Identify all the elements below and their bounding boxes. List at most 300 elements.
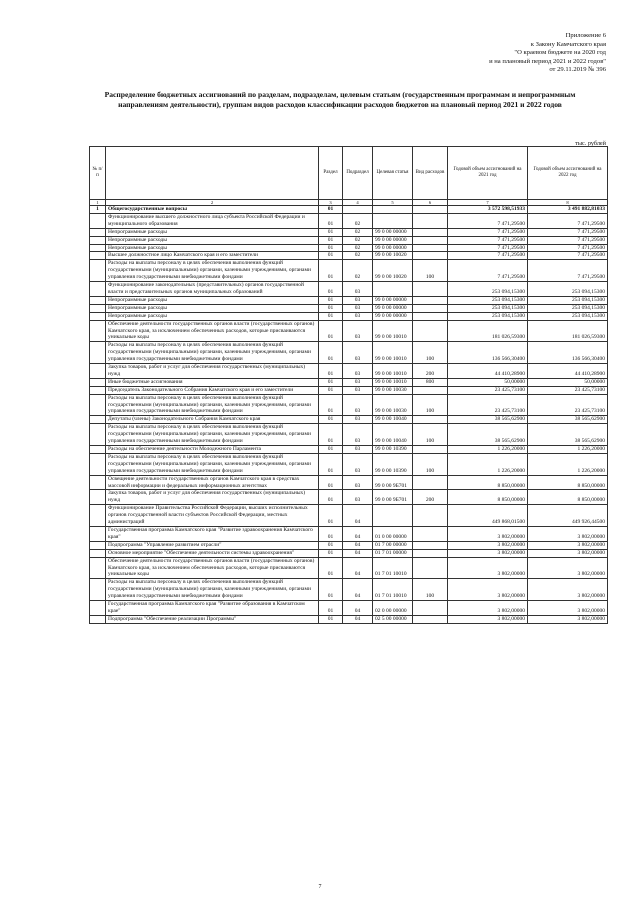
row-razdel: 01 [319,505,343,527]
row-target-article: 99 0 00 00000 [373,304,413,312]
row-name: Основное мероприятие "Обеспечение деятельности системы здравоохранения" [106,549,319,557]
row-name: Освещение деятельности государственных органов Камчатского края в средствах массовой информации и федеральных информационных агентствах [106,475,319,490]
row-razdel: 01 [319,244,343,252]
header-amount-2021: Годовой объем ассигнований на 2021 год [448,147,528,200]
column-number: 2 [106,200,319,206]
row-target-article: 01 7 01 10010 [373,579,413,601]
table-row [90,213,608,228]
row-target-article: 99 0 00 10010 [373,378,413,386]
row-expense-type [413,505,448,527]
row-name: Обеспечение деятельности государственных органов власти (государственных органов) Камчатского края, за исключением обеспеченных расходов, которые присваиваются уникальные коды [106,320,319,342]
row-podrazdel: 03 [343,490,373,505]
row-razdel: 01 [319,549,343,557]
table-row [90,505,608,527]
row-name: Подпрограмма "Управление развитием отрасли" [106,541,319,549]
row-razdel: 01 [319,236,343,244]
row-expense-type: 100 [413,424,448,446]
row-name: Расходы на выплаты персоналу в целях обеспечения выполнения функций государственными (муниципальными) органами, казенными учреждениями, органами управления государственными внебюджетными фондами [106,424,319,446]
header-expense-type: Вид расходов [413,147,448,200]
row-target-article [373,282,413,297]
table-row [90,446,608,454]
row-number [90,490,106,505]
row-target-article: 99 0 00 00000 [373,236,413,244]
row-amount-2022: 8 850,00000 [528,490,608,505]
header-amount-2022: Годовой объем ассигнований на 2022 год [528,147,608,200]
row-amount-2022: 3 802,00000 [528,557,608,579]
row-number [90,424,106,446]
row-amount-2022: 23 425,73100 [528,386,608,394]
row-expense-type [413,386,448,394]
table-row [90,252,608,260]
row-amount-2021: 23 425,73100 [448,386,528,394]
row-name: Непрограммные расходы [106,228,319,236]
row-razdel: 01 [319,557,343,579]
row-number [90,453,106,475]
table-row [90,394,608,416]
row-expense-type [413,296,448,304]
row-amount-2022: 3 802,00000 [528,541,608,549]
units-label: тыс. рублей [575,140,606,147]
row-expense-type [413,228,448,236]
row-amount-2021: 181 026,59300 [448,320,528,342]
appendix-line: Приложение 6 [565,32,606,39]
row-number [90,505,106,527]
row-number [90,601,106,616]
row-podrazdel: 04 [343,505,373,527]
row-number [90,282,106,297]
row-number [90,386,106,394]
row-amount-2022: 7 471,29500 [528,236,608,244]
row-expense-type [413,416,448,424]
row-name: Председатель Законодательного Собрания Камчатского края и его заместители [106,386,319,394]
row-amount-2021: 7 471,29500 [448,236,528,244]
row-number [90,228,106,236]
row-amount-2022: 181 026,59300 [528,320,608,342]
row-podrazdel: 03 [343,364,373,379]
row-amount-2022: 50,00000 [528,378,608,386]
row-razdel: 01 [319,296,343,304]
row-amount-2021: 253 094,15300 [448,312,528,320]
column-number: 8 [528,200,608,206]
row-target-article [373,213,413,228]
row-name: Функционирование Правительства Российской Федерации, высших исполнительных органов государственной власти субъектов Российской Федерации, местных администраций [106,505,319,527]
row-amount-2022: 7 471,29500 [528,252,608,260]
table-row [90,490,608,505]
row-name: Функционирование законодательных (представительных) органов государственной власти и представительных органов муниципальных образований [106,282,319,297]
table-row [90,304,608,312]
row-podrazdel: 02 [343,252,373,260]
row-razdel: 01 [319,446,343,454]
row-amount-2022: 1 226,20000 [528,446,608,454]
row-amount-2021: 253 094,15300 [448,304,528,312]
row-name: Иные бюджетные ассигнования [106,378,319,386]
row-expense-type [413,244,448,252]
header-num: № п/п [90,147,106,200]
row-amount-2022: 7 471,29500 [528,260,608,282]
row-amount-2022: 449 926,44500 [528,505,608,527]
row-expense-type [413,206,448,214]
row-amount-2022: 253 094,15300 [528,282,608,297]
table-row [90,236,608,244]
budget-table [89,146,608,624]
row-amount-2022: 3 802,00000 [528,549,608,557]
row-number [90,557,106,579]
row-amount-2022: 23 425,73100 [528,394,608,416]
row-podrazdel: 03 [343,304,373,312]
row-podrazdel: 04 [343,549,373,557]
row-podrazdel: 02 [343,236,373,244]
appendix-line: и на плановый период 2021 и 2022 годов" [489,57,606,65]
column-number: 1 [90,200,106,206]
header-target-article: Целевая статья [373,147,413,200]
row-target-article: 99 0 00 10020 [373,260,413,282]
row-razdel: 01 [319,260,343,282]
row-podrazdel: 03 [343,386,373,394]
row-number [90,579,106,601]
row-amount-2022: 3 491 882,81033 [528,206,608,214]
table-row [90,615,608,623]
appendix-line: к Закону Камчатского края [530,40,606,48]
row-podrazdel: 03 [343,475,373,490]
table-row [90,378,608,386]
table-row [90,228,608,236]
row-expense-type [413,475,448,490]
row-expense-type [413,252,448,260]
table-row [90,206,608,214]
row-number [90,320,106,342]
row-razdel: 01 [319,615,343,623]
row-number [90,304,106,312]
row-expense-type: 200 [413,490,448,505]
row-amount-2021: 50,00000 [448,378,528,386]
table-row [90,386,608,394]
table-header-row [90,147,608,200]
row-expense-type [413,557,448,579]
header-name [106,147,319,200]
row-amount-2021: 3 802,00000 [448,579,528,601]
row-number [90,296,106,304]
row-podrazdel: 03 [343,282,373,297]
row-target-article: 01 0 00 00000 [373,526,413,541]
row-target-article: 99 0 00 10010 [373,342,413,364]
row-name: Расходы на обеспечение деятельности Молодежного Парламента [106,446,319,454]
row-amount-2021: 136 566,30400 [448,342,528,364]
row-razdel: 01 [319,312,343,320]
row-name: Непрограммные расходы [106,236,319,244]
row-target-article: 99 0 00 10040 [373,424,413,446]
row-expense-type [413,541,448,549]
row-target-article: 01 7 00 00000 [373,541,413,549]
row-amount-2022: 7 471,29500 [528,228,608,236]
row-podrazdel: 02 [343,244,373,252]
row-podrazdel: 02 [343,213,373,228]
row-podrazdel: 04 [343,601,373,616]
row-razdel: 01 [319,416,343,424]
row-amount-2021: 44 410,28900 [448,364,528,379]
row-expense-type: 100 [413,342,448,364]
table-row [90,557,608,579]
row-razdel: 01 [319,475,343,490]
row-number [90,364,106,379]
row-expense-type: 800 [413,378,448,386]
row-name: Расходы на выплаты персоналу в целях обеспечения выполнения функций государственными (муниципальными) органами, казенными учреждениями, органами управления государственными внебюджетными фондами [106,579,319,601]
row-razdel: 01 [319,424,343,446]
table-row [90,260,608,282]
row-razdel: 01 [319,206,343,214]
row-name: Высшее должностное лицо Камчатского края и его заместители [106,252,319,260]
row-number [90,342,106,364]
row-amount-2021: 253 094,15300 [448,296,528,304]
row-number [90,252,106,260]
row-razdel: 01 [319,320,343,342]
row-name: Непрограммные расходы [106,244,319,252]
row-amount-2021: 449 868,01500 [448,505,528,527]
row-target-article: 99 0 00 00000 [373,312,413,320]
header-razdel: Раздел [319,147,343,200]
row-razdel: 01 [319,386,343,394]
table-row [90,320,608,342]
row-amount-2021: 38 565,62900 [448,424,528,446]
row-name: Общегосударственные вопросы [106,206,319,214]
row-amount-2022: 3 802,00000 [528,579,608,601]
row-amount-2021: 3 802,00000 [448,601,528,616]
row-expense-type: 100 [413,260,448,282]
row-podrazdel: 02 [343,260,373,282]
row-podrazdel: 03 [343,453,373,475]
row-amount-2021: 1 226,20000 [448,446,528,454]
row-amount-2022: 38 565,62900 [528,424,608,446]
row-expense-type [413,446,448,454]
row-number [90,394,106,416]
row-expense-type [413,601,448,616]
row-podrazdel: 03 [343,424,373,446]
row-name: Государственная программа Камчатского края "Развитие образования в Камчатском крае" [106,601,319,616]
row-number [90,378,106,386]
row-amount-2022: 136 566,30400 [528,342,608,364]
table-row [90,342,608,364]
row-expense-type [413,615,448,623]
row-razdel: 01 [319,394,343,416]
row-podrazdel: 04 [343,557,373,579]
row-podrazdel: 03 [343,296,373,304]
row-amount-2022: 253 094,15300 [528,304,608,312]
row-name: Обеспечение деятельности государственных органов власти (государственных органов) Камчатского края, за исключением обеспеченных расходов, которые присваиваются уникальные коды [106,557,319,579]
row-expense-type [413,312,448,320]
row-name: Государственная программа Камчатского края "Развитие здравоохранения Камчатского края" [106,526,319,541]
row-expense-type [413,236,448,244]
row-number: 1 [90,206,106,214]
row-name: Закупка товаров, работ и услуг для обеспечения государственных (муниципальных) нужд [106,364,319,379]
row-razdel: 01 [319,579,343,601]
row-amount-2021: 3 802,00000 [448,526,528,541]
row-amount-2022: 1 226,20000 [528,453,608,475]
row-expense-type: 100 [413,453,448,475]
row-amount-2022: 3 802,00000 [528,526,608,541]
row-target-article: 99 0 00 10030 [373,386,413,394]
row-podrazdel: 04 [343,615,373,623]
row-amount-2022: 253 094,15300 [528,312,608,320]
row-number [90,475,106,490]
row-amount-2021: 7 471,29500 [448,252,528,260]
row-amount-2022: 7 471,29500 [528,244,608,252]
row-amount-2022: 8 850,00000 [528,475,608,490]
row-number [90,541,106,549]
row-target-article: 99 0 00 10040 [373,416,413,424]
row-amount-2021: 38 565,62900 [448,416,528,424]
row-razdel: 01 [319,526,343,541]
row-name: Расходы на выплаты персоналу в целях обеспечения выполнения функций государственными (муниципальными) органами, казенными учреждениями, органами управления государственными внебюджетными фондами [106,453,319,475]
row-expense-type: 200 [413,364,448,379]
appendix-block [489,32,606,75]
row-target-article [373,206,413,214]
row-razdel: 01 [319,364,343,379]
row-amount-2022: 253 094,15300 [528,296,608,304]
row-amount-2021: 1 226,20000 [448,453,528,475]
row-podrazdel: 04 [343,579,373,601]
row-podrazdel: 03 [343,312,373,320]
row-target-article: 99 0 00 10030 [373,394,413,416]
row-target-article: 99 0 00 10010 [373,320,413,342]
row-amount-2021: 7 471,29500 [448,213,528,228]
header-podrazdel: Подраздел [343,147,373,200]
row-target-article: 99 0 00 00000 [373,244,413,252]
row-number [90,549,106,557]
row-target-article: 02 5 00 00000 [373,615,413,623]
row-amount-2022: 3 802,00000 [528,615,608,623]
row-target-article: 99 0 00 00000 [373,228,413,236]
row-target-article: 01 7 01 10010 [373,557,413,579]
row-expense-type [413,526,448,541]
row-amount-2021: 3 802,00000 [448,615,528,623]
row-target-article: 99 0 00 9Б701 [373,475,413,490]
row-podrazdel: 03 [343,446,373,454]
row-podrazdel [343,206,373,214]
row-amount-2021: 3 802,00000 [448,541,528,549]
column-number: 4 [343,200,373,206]
row-podrazdel: 02 [343,228,373,236]
table-row [90,475,608,490]
row-podrazdel: 03 [343,378,373,386]
row-amount-2021: 3 802,00000 [448,549,528,557]
row-target-article: 99 0 00 10010 [373,364,413,379]
table-row [90,244,608,252]
row-name: Расходы на выплаты персоналу в целях обеспечения выполнения функций государственными (муниципальными) органами, казенными учреждениями, органами управления государственными внебюджетными фондами [106,394,319,416]
row-target-article [373,505,413,527]
table-row [90,549,608,557]
row-name: Непрограммные расходы [106,312,319,320]
column-number: 5 [373,200,413,206]
row-expense-type: 100 [413,394,448,416]
row-razdel: 01 [319,490,343,505]
table-row [90,526,608,541]
row-razdel: 01 [319,252,343,260]
row-razdel: 01 [319,213,343,228]
row-number [90,526,106,541]
row-razdel: 01 [319,304,343,312]
row-amount-2021: 7 471,29500 [448,244,528,252]
row-name: Непрограммные расходы [106,304,319,312]
row-razdel: 01 [319,601,343,616]
document-title: Распределение бюджетных ассигнований по разделам, подразделам, целевым статьям (государственным программам и непрограммным направлениям деятельности), группам видов расходов классификации расходов бюджетов на плановый период 2021 и 2022 годов [104,90,576,110]
row-razdel: 01 [319,228,343,236]
column-number: 3 [319,200,343,206]
row-number [90,260,106,282]
row-podrazdel: 03 [343,416,373,424]
row-expense-type: 100 [413,579,448,601]
row-expense-type [413,282,448,297]
row-expense-type [413,549,448,557]
table-row [90,282,608,297]
row-expense-type [413,320,448,342]
row-podrazdel: 04 [343,526,373,541]
row-target-article: 01 7 01 00000 [373,549,413,557]
row-target-article: 02 0 00 00000 [373,601,413,616]
row-amount-2021: 3 802,00000 [448,557,528,579]
row-podrazdel: 04 [343,541,373,549]
row-name: Закупка товаров, работ и услуг для обеспечения государственных (муниципальных) нужд [106,490,319,505]
row-amount-2021: 8 850,00000 [448,475,528,490]
appendix-line: "О краевом бюджете на 2020 год [514,49,606,57]
row-target-article: 99 0 00 9Б701 [373,490,413,505]
row-number [90,244,106,252]
row-target-article: 99 0 00 10390 [373,453,413,475]
row-name: Расходы на выплаты персоналу в целях обеспечения выполнения функций государственными (муниципальными) органами, казенными учреждениями, органами управления государственными внебюджетными фондами [106,342,319,364]
row-amount-2022: 38 565,62900 [528,416,608,424]
column-number: 7 [448,200,528,206]
row-amount-2022: 7 471,29500 [528,213,608,228]
row-name: Непрограммные расходы [106,296,319,304]
row-podrazdel: 03 [343,320,373,342]
row-number [90,446,106,454]
column-number: 6 [413,200,448,206]
row-amount-2021: 3 572 598,51933 [448,206,528,214]
table-row [90,579,608,601]
row-podrazdel: 03 [343,342,373,364]
row-number [90,236,106,244]
row-amount-2021: 7 471,29500 [448,228,528,236]
table-row [90,312,608,320]
table-row [90,364,608,379]
table-row [90,296,608,304]
row-expense-type [413,213,448,228]
row-amount-2021: 7 471,29500 [448,260,528,282]
row-razdel: 01 [319,282,343,297]
table-row [90,601,608,616]
row-amount-2021: 8 850,00000 [448,490,528,505]
row-name: Депутаты (члены) Законодательного Собрания Камчатского края [106,416,319,424]
appendix-line: от 29.11.2019 № 396 [549,66,606,74]
row-amount-2021: 253 094,15300 [448,282,528,297]
row-number [90,615,106,623]
row-number [90,416,106,424]
row-razdel: 01 [319,541,343,549]
table-row [90,416,608,424]
row-name: Расходы на выплаты персоналу в целях обеспечения выполнения функций государственными (муниципальными) органами, казенными учреждениями, органами управления государственными внебюджетными фондами [106,260,319,282]
row-razdel: 01 [319,378,343,386]
page-number: 7 [318,884,322,890]
row-target-article: 99 0 00 10020 [373,252,413,260]
row-amount-2021: 23 425,73100 [448,394,528,416]
row-name: Функционирование высшего должностного лица субъекта Российской Федерации и муниципального образования [106,213,319,228]
row-number [90,312,106,320]
table-row [90,541,608,549]
table-row [90,424,608,446]
row-expense-type [413,304,448,312]
row-target-article: 99 0 00 10390 [373,446,413,454]
row-razdel: 01 [319,342,343,364]
row-razdel: 01 [319,453,343,475]
row-podrazdel: 03 [343,394,373,416]
